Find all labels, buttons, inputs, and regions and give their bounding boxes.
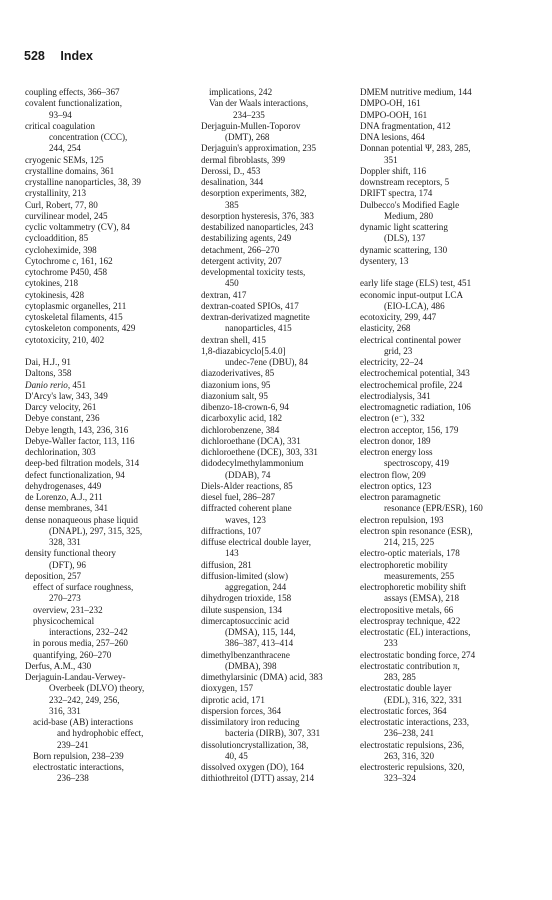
index-subentry: 233 bbox=[384, 638, 398, 649]
index-entry: detachment, 266–270 bbox=[201, 244, 280, 255]
index-entry: dimethylbenzanthracene bbox=[201, 649, 290, 660]
index-entry: 1,8-diazabicyclo[5.4.0] bbox=[201, 345, 286, 356]
index-entry: dithiothreitol (DTT) assay, 214 bbox=[201, 773, 315, 784]
index-entry: dihydrogen trioxide, 158 bbox=[201, 593, 292, 604]
index-column-1 bbox=[25, 87, 195, 785]
index-entry: diesel fuel, 286–287 bbox=[201, 492, 275, 502]
index-entry: didodecylmethylammonium bbox=[201, 458, 304, 469]
index-entry: cytotoxicity, 210, 402 bbox=[25, 334, 105, 345]
index-entry: detergent activity, 207 bbox=[201, 255, 282, 266]
index-entry: dilute suspension, 134 bbox=[201, 604, 283, 615]
index-subentry: 93–94 bbox=[49, 109, 72, 120]
index-column-2 bbox=[201, 87, 359, 785]
index-entry: electricity, 22–24 bbox=[360, 357, 424, 367]
index-subentry: 323–324 bbox=[384, 773, 416, 784]
index-entry: Curl, Robert, 77, 80 bbox=[25, 199, 98, 210]
index-entry: Debye length, 143, 236, 316 bbox=[25, 424, 129, 435]
index-subentry: electrostatic interactions, bbox=[33, 762, 124, 772]
index-subentry: 386–387, 413–414 bbox=[225, 638, 294, 649]
index-entry: de Lorenzo, A.J., 211 bbox=[25, 492, 103, 502]
index-subentry: 236–238 bbox=[57, 773, 89, 784]
index-entry: cytoskeleton components, 429 bbox=[25, 323, 136, 334]
index-entry: Dai, H.J., 91 bbox=[25, 357, 71, 367]
index-subentry: implications, 242 bbox=[209, 87, 273, 97]
index-entry: destabilized nanoparticles, 243 bbox=[201, 222, 314, 232]
index-entry: Daltons, 358 bbox=[25, 368, 72, 379]
index-entry: dissolutioncrystallization, 38, bbox=[201, 739, 309, 750]
index-entry: electron optics, 123 bbox=[360, 480, 432, 491]
index-entry: Darcy velocity, 261 bbox=[25, 402, 97, 412]
index-entry: covalent functionalization, bbox=[25, 98, 122, 109]
index-entry: electropositive metals, 66 bbox=[360, 604, 454, 615]
index-entry: electrostatic bonding force, 274 bbox=[360, 649, 476, 660]
index-subentry: 143 bbox=[225, 548, 239, 559]
index-entry: cycloaddition, 85 bbox=[25, 233, 89, 244]
index-subentry: 328, 331 bbox=[49, 537, 81, 547]
index-entry: desalination, 344 bbox=[201, 177, 264, 187]
index-subentry: undec-7ene (DBU), 84 bbox=[225, 357, 309, 367]
index-entry: density functional theory bbox=[25, 548, 116, 559]
index-entry: electrophoretic mobility shift bbox=[360, 582, 467, 592]
index-entry: electrical continental power bbox=[360, 334, 461, 345]
index-subentry: 239–241 bbox=[57, 739, 89, 750]
index-entry: dioxygen, 157 bbox=[201, 683, 254, 694]
index-entry: electron repulsion, 193 bbox=[360, 514, 444, 525]
index-entry: downstream receptors, 5 bbox=[360, 177, 450, 187]
index-entry: Danio rerio, 451 bbox=[25, 379, 87, 390]
index-entry: dissolved oxygen (DO), 164 bbox=[201, 762, 305, 772]
index-entry: electrostatic contribution π, bbox=[360, 660, 460, 671]
index-entry: Derjaguin's approximation, 235 bbox=[201, 143, 317, 154]
index-subentry: resonance (EPR/ESR), 160 bbox=[384, 503, 483, 514]
index-entry: cytokines, 218 bbox=[25, 278, 79, 289]
index-entry: dense membranes, 341 bbox=[25, 503, 109, 514]
index-entry: Derfus, A.M., 430 bbox=[25, 660, 92, 671]
index-entry: dissimilatory iron reducing bbox=[201, 717, 300, 727]
index-entry: cytochrome P450, 458 bbox=[25, 267, 108, 277]
index-entry: Debye-Waller factor, 113, 116 bbox=[25, 435, 135, 446]
index-subentry: aggregation, 244 bbox=[225, 582, 287, 592]
index-subentry: assays (EMSA), 218 bbox=[384, 593, 460, 604]
index-entry: dichloroethane (DCA), 331 bbox=[201, 435, 301, 446]
index-entry: electron donor, 189 bbox=[360, 435, 431, 446]
index-entry: desorption experiments, 382, bbox=[201, 188, 307, 199]
index-entry: dichloroethene (DCE), 303, 331 bbox=[201, 447, 318, 457]
index-entry: dimethylarsinic (DMA) acid, 383 bbox=[201, 672, 323, 682]
index-entry: diprotic acid, 171 bbox=[201, 694, 265, 705]
index-entry: diffuse electrical double layer, bbox=[201, 537, 312, 547]
page-title: Index bbox=[60, 49, 93, 63]
index-entry: dibenzo-18-crown-6, 94 bbox=[201, 402, 289, 412]
index-entry: cytokinesis, 428 bbox=[25, 289, 85, 300]
index-entry: destabilizing agents, 249 bbox=[201, 233, 292, 244]
index-entry: coupling effects, 366–367 bbox=[25, 87, 120, 97]
index-entry: dextran-coated SPIOs, 417 bbox=[201, 300, 299, 311]
index-entry: electrostatic repulsions, 236, bbox=[360, 739, 465, 750]
index-subentry: 263, 316, 320 bbox=[384, 750, 435, 761]
index-entry: diazoderivatives, 85 bbox=[201, 368, 275, 379]
index-subentry: and hydrophobic effect, bbox=[57, 728, 144, 739]
index-entry: crystallinity, 213 bbox=[25, 188, 87, 199]
index-entry: DNA fragmentation, 412 bbox=[360, 120, 451, 131]
index-subentry: (DLS), 137 bbox=[384, 233, 426, 244]
index-subentry: bacteria (DIRB), 307, 331 bbox=[225, 728, 321, 739]
index-entry: Debye constant, 236 bbox=[25, 413, 100, 424]
index-entry: elasticity, 268 bbox=[360, 323, 411, 334]
index-entry: dispersion forces, 364 bbox=[201, 705, 282, 716]
index-subentry: 316, 331 bbox=[49, 705, 81, 716]
index-subentry: measurements, 255 bbox=[384, 570, 455, 581]
index-subentry: 236–238, 241 bbox=[384, 728, 435, 739]
index-subentry: 234–235 bbox=[233, 109, 265, 120]
index-entry: ecotoxicity, 299, 447 bbox=[360, 312, 437, 322]
index-subentry: Van der Waals interactions, bbox=[209, 98, 309, 109]
index-subentry: (DDAB), 74 bbox=[225, 469, 271, 480]
index-entry: early life stage (ELS) test, 451 bbox=[360, 278, 472, 289]
index-subentry: waves, 123 bbox=[225, 514, 266, 525]
index-subentry: 385 bbox=[225, 199, 239, 210]
index-entry: economic input-output LCA bbox=[360, 289, 464, 300]
index-subentry: (DNAPL), 297, 315, 325, bbox=[49, 525, 143, 536]
index-entry: diffractions, 107 bbox=[201, 525, 261, 536]
index-entry: electron spin resonance (ESR), bbox=[360, 525, 473, 536]
index-entry: cyclic voltammetry (CV), 84 bbox=[25, 222, 131, 232]
index-subentry: 283, 285 bbox=[384, 672, 416, 682]
index-entry: Donnan potential Ψ, 283, 285, bbox=[360, 143, 471, 154]
index-entry: electrodialysis, 341 bbox=[360, 390, 431, 401]
index-subentry: (EIO-LCA), 486 bbox=[384, 300, 445, 311]
index-entry: electrostatic double layer bbox=[360, 683, 452, 694]
index-entry: DMEM nutritive medium, 144 bbox=[360, 87, 472, 97]
index-subentry: 244, 254 bbox=[49, 143, 81, 154]
index-entry: electrostatic forces, 364 bbox=[360, 705, 447, 716]
index-subentry: 351 bbox=[384, 154, 398, 165]
index-entry: dimercaptosuccinic acid bbox=[201, 615, 290, 626]
index-subentry: acid-base (AB) interactions bbox=[33, 717, 133, 727]
index-entry: dechlorination, 303 bbox=[25, 447, 96, 457]
index-entry: dysentery, 13 bbox=[360, 255, 409, 266]
index-entry: electrosteric repulsions, 320, bbox=[360, 762, 465, 772]
index-subentry: Overbeek (DLVO) theory, bbox=[49, 683, 145, 694]
index-entry: DMPO-OH, 161 bbox=[360, 98, 421, 109]
index-entry: electron energy loss bbox=[360, 447, 433, 457]
index-entry: cryogenic SEMs, 125 bbox=[25, 154, 104, 165]
index-subentry: interactions, 232–242 bbox=[49, 627, 128, 637]
index-entry: DRIFT spectra, 174 bbox=[360, 188, 433, 199]
index-subentry: spectroscopy, 419 bbox=[384, 458, 450, 469]
index-subentry: nanoparticles, 415 bbox=[225, 323, 292, 334]
index-entry: D'Arcy's law, 343, 349 bbox=[25, 390, 108, 401]
index-subentry: grid, 23 bbox=[384, 345, 413, 356]
index-entry: Derjaguin-Mullen-Toporov bbox=[201, 120, 301, 131]
index-entry: diffusion, 281 bbox=[201, 559, 252, 570]
index-entry: DMPO-OOH, 161 bbox=[360, 109, 428, 120]
index-entry: Derjaguin-Landau-Verwey- bbox=[25, 672, 126, 682]
index-entry: crystalline domains, 361 bbox=[25, 165, 115, 176]
index-entry: electron acceptor, 156, 179 bbox=[360, 424, 459, 435]
index-entry: electrochemical profile, 224 bbox=[360, 379, 463, 390]
index-entry: electrochemical potential, 343 bbox=[360, 368, 470, 379]
index-subentry: 270–273 bbox=[49, 593, 81, 604]
index-entry: deposition, 257 bbox=[25, 570, 82, 581]
index-column-3 bbox=[360, 87, 535, 785]
index-entry: electron (e⁻), 332 bbox=[360, 413, 425, 424]
page-number: 528 bbox=[24, 49, 45, 63]
index-entry: dextran-derivatized magnetite bbox=[201, 312, 310, 322]
index-entry: diazonium salt, 95 bbox=[201, 390, 268, 401]
index-entry: dichlorobenzene, 384 bbox=[201, 424, 280, 435]
index-entry: critical coagulation bbox=[25, 120, 95, 131]
index-subentry: overview, 231–232 bbox=[33, 604, 103, 615]
index-entry: cycloheximide, 398 bbox=[25, 244, 97, 255]
index-entry: electromagnetic radiation, 106 bbox=[360, 402, 471, 412]
index-entry: dehydrogenases, 449 bbox=[25, 480, 102, 491]
index-subentry: 214, 215, 225 bbox=[384, 537, 435, 547]
index-entry: dicarboxylic acid, 182 bbox=[201, 413, 283, 424]
index-entry: dynamic light scattering bbox=[360, 222, 448, 232]
index-entry: electrostatic (EL) interactions, bbox=[360, 627, 471, 637]
index-entry: diffracted coherent plane bbox=[201, 503, 292, 514]
index-entry: Dulbecco's Modified Eagle bbox=[360, 199, 460, 210]
index-entry: dextran shell, 415 bbox=[201, 334, 266, 345]
index-entry: dynamic scattering, 130 bbox=[360, 244, 448, 255]
index-subentry: 232–242, 249, 256, bbox=[49, 694, 120, 705]
index-entry: diazonium ions, 95 bbox=[201, 379, 271, 390]
index-subentry: Born repulsion, 238–239 bbox=[33, 750, 124, 761]
index-subentry: quantifying, 260–270 bbox=[33, 649, 112, 660]
index-subentry: Medium, 280 bbox=[384, 210, 434, 221]
index-entry: diffusion-limited (slow) bbox=[201, 570, 288, 581]
index-entry: defect functionalization, 94 bbox=[25, 469, 125, 480]
index-subentry: physicochemical bbox=[33, 615, 95, 626]
index-subentry: (EDL), 316, 322, 331 bbox=[384, 694, 463, 705]
index-entry: curvilinear model, 245 bbox=[25, 210, 108, 221]
index-subentry: effect of surface roughness, bbox=[33, 582, 134, 592]
index-entry: electrospray technique, 422 bbox=[360, 615, 461, 626]
index-entry: Diels-Alder reactions, 85 bbox=[201, 480, 293, 491]
index-entry: dermal fibroblasts, 399 bbox=[201, 154, 286, 165]
index-entry: deep-bed filtration models, 314 bbox=[25, 458, 140, 469]
index-entry: cytoplasmic organelles, 211 bbox=[25, 300, 127, 311]
index-subentry: in porous media, 257–260 bbox=[33, 638, 128, 649]
index-entry: electro-optic materials, 178 bbox=[360, 548, 460, 559]
index-subentry: (DMT), 268 bbox=[225, 132, 270, 142]
index-entry: electron paramagnetic bbox=[360, 492, 441, 502]
section-gap bbox=[360, 267, 535, 278]
index-subentry: (DFT), 96 bbox=[49, 559, 86, 570]
index-entry: developmental toxicity tests, bbox=[201, 267, 306, 277]
section-gap bbox=[25, 346, 195, 357]
index-entry: Doppler shift, 116 bbox=[360, 165, 427, 176]
index-entry: electrostatic interactions, 233, bbox=[360, 717, 470, 727]
index-subentry: 40, 45 bbox=[225, 750, 248, 761]
index-entry: dextran, 417 bbox=[201, 289, 247, 300]
index-entry: desorption hysteresis, 376, 383 bbox=[201, 210, 314, 221]
index-entry: electrophoretic mobility bbox=[360, 559, 448, 570]
index-entry: Derossi, D., 453 bbox=[201, 165, 261, 176]
index-entry: DNA lesions, 464 bbox=[360, 132, 425, 142]
index-subentry: concentration (CCC), bbox=[49, 132, 128, 142]
index-entry: Cytochrome c, 161, 162 bbox=[25, 255, 113, 266]
index-entry: dense nonaqueous phase liquid bbox=[25, 514, 138, 525]
index-subentry: (DMSA), 115, 144, bbox=[225, 627, 296, 637]
index-entry: crystalline nanoparticles, 38, 39 bbox=[25, 177, 141, 187]
index-subentry: (DMBA), 398 bbox=[225, 660, 277, 671]
index-entry: cytoskeletal filaments, 415 bbox=[25, 312, 123, 322]
index-entry: electron flow, 209 bbox=[360, 469, 426, 480]
page-header bbox=[24, 49, 93, 63]
index-subentry: 450 bbox=[225, 278, 239, 289]
